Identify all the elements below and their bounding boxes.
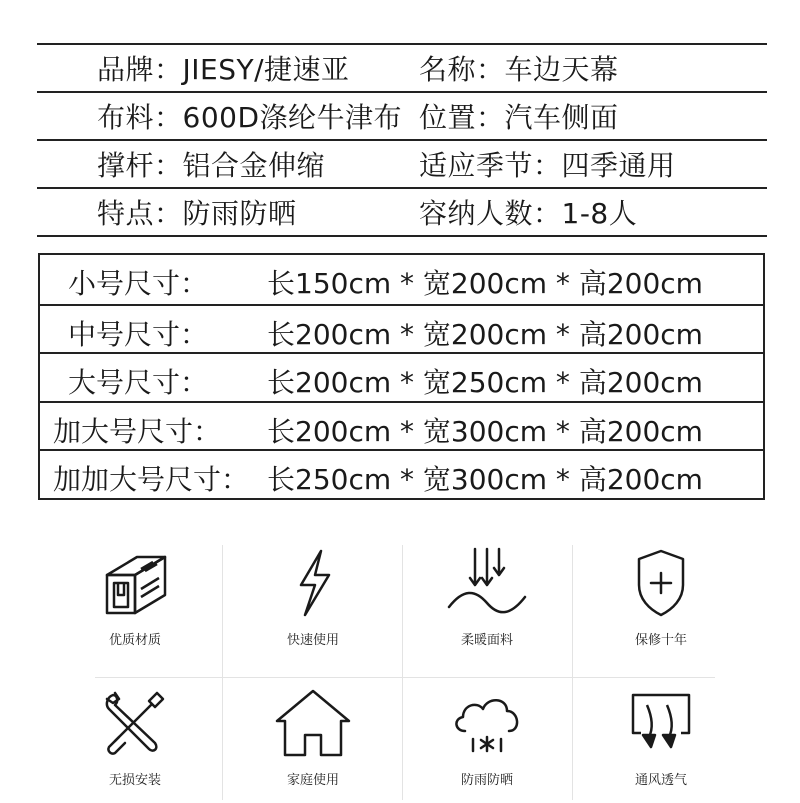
house-icon (271, 685, 355, 761)
feature-label: 无损安装 (108, 773, 161, 788)
size-dimensions: 长250cm * 宽300cm * 高200cm (267, 463, 703, 496)
size-name: 大号尺寸： (68, 366, 209, 399)
feature-grid (40, 545, 760, 800)
feature-damage-free-install (50, 685, 220, 803)
spec-season: 适应季节：四季通用 (419, 149, 676, 182)
feature-label: 柔暖面料 (460, 633, 513, 648)
spec-row (37, 187, 767, 237)
spec-row (37, 91, 767, 139)
rain-cloud-icon (445, 685, 529, 761)
size-row-xxl (40, 449, 763, 498)
ventilation-icon (619, 685, 703, 761)
size-dimensions: 长150cm * 宽200cm * 高200cm (267, 267, 703, 300)
spec-row (37, 43, 767, 91)
size-row-xl (40, 401, 763, 450)
size-name: 加大号尺寸： (53, 414, 222, 448)
spec-table (37, 43, 767, 237)
feature-quality-material (50, 545, 220, 663)
size-name: 中号尺寸： (68, 317, 209, 351)
spec-position: 位置：汽车侧面 (419, 101, 619, 134)
feature-label: 保修十年 (634, 633, 687, 648)
soft-fabric-icon (445, 545, 529, 621)
size-dimensions: 长200cm * 宽300cm * 高200cm (267, 414, 703, 448)
size-name: 小号尺寸： (68, 267, 209, 300)
feature-warranty (576, 545, 746, 663)
feature-ventilation (576, 685, 746, 803)
size-table (38, 253, 765, 500)
aluminum-profile-icon (93, 545, 177, 621)
feature-label: 通风透气 (634, 773, 687, 788)
feature-quick-use (228, 545, 398, 663)
feature-label: 优质材质 (108, 633, 161, 648)
lightning-icon (271, 545, 355, 621)
spec-brand: 品牌：JIESY/捷速亚 (97, 53, 350, 86)
spec-pole: 撑杆：铝合金伸缩 (97, 149, 326, 182)
tools-icon (93, 685, 177, 761)
size-row-small (40, 255, 763, 304)
size-row-medium (40, 304, 763, 353)
grid-divider (572, 545, 573, 800)
feature-label: 防雨防晒 (460, 773, 513, 788)
feature-soft-fabric (402, 545, 572, 663)
spec-fabric: 布料：600D涤纶牛津布 (97, 101, 403, 134)
spec-capacity: 容纳人数：1-8人 (419, 197, 638, 230)
spec-row (37, 139, 767, 187)
size-row-large (40, 352, 763, 401)
grid-divider (222, 545, 223, 800)
feature-label: 快速使用 (286, 633, 339, 648)
size-dimensions: 长200cm * 宽200cm * 高200cm (267, 317, 703, 351)
shield-plus-icon (619, 545, 703, 621)
feature-label: 家庭使用 (286, 773, 339, 788)
feature-rain-sun-proof (402, 685, 572, 803)
grid-divider (95, 677, 715, 678)
spec-feature: 特点：防雨防晒 (97, 197, 297, 230)
feature-family-use (228, 685, 398, 803)
size-dimensions: 长200cm * 宽250cm * 高200cm (267, 366, 703, 399)
spec-product-name: 名称：车边天幕 (419, 53, 619, 86)
size-name: 加加大号尺寸： (53, 463, 250, 496)
